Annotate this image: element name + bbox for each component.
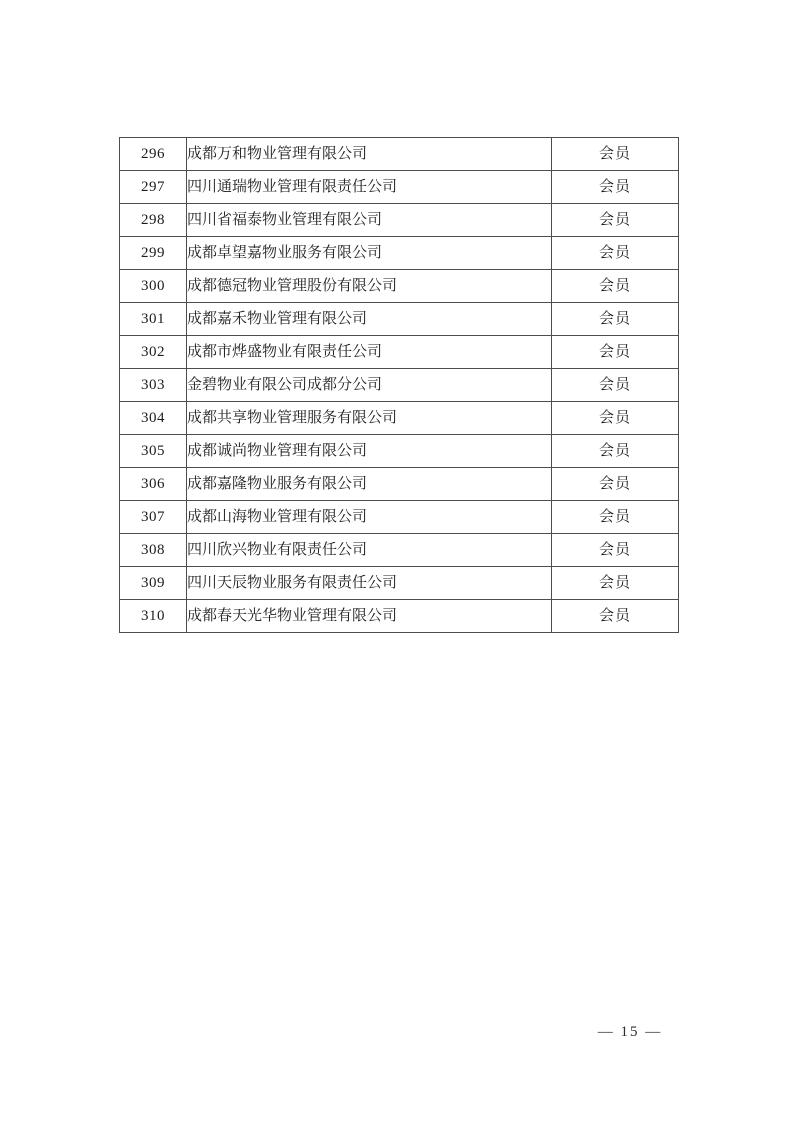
row-number-cell: 303 [120,369,187,402]
company-name-cell: 成都春天光华物业管理有限公司 [187,600,552,633]
company-name-cell: 成都市烨盛物业有限责任公司 [187,336,552,369]
company-name-cell: 成都山海物业管理有限公司 [187,501,552,534]
member-status-cell: 会员 [552,468,679,501]
member-status-cell: 会员 [552,270,679,303]
row-number-cell: 309 [120,567,187,600]
company-name-cell: 四川欣兴物业有限责任公司 [187,534,552,567]
member-status-cell: 会员 [552,501,679,534]
table-row [120,270,679,303]
company-name-cell: 成都诚尚物业管理有限公司 [187,435,552,468]
member-table-body [120,138,679,633]
member-status-cell: 会员 [552,600,679,633]
row-number-cell: 299 [120,237,187,270]
row-number-cell: 307 [120,501,187,534]
table-row [120,402,679,435]
member-status-cell: 会员 [552,237,679,270]
row-number-cell: 304 [120,402,187,435]
table-row [120,336,679,369]
member-status-cell: 会员 [552,534,679,567]
table-row [120,600,679,633]
row-number-cell: 296 [120,138,187,171]
row-number-cell: 300 [120,270,187,303]
company-name-cell: 成都嘉禾物业管理有限公司 [187,303,552,336]
row-number-cell: 306 [120,468,187,501]
member-status-cell: 会员 [552,138,679,171]
member-status-cell: 会员 [552,336,679,369]
member-status-cell: 会员 [552,369,679,402]
page-number: — 15 — [597,1024,663,1040]
company-name-cell: 成都德冠物业管理股份有限公司 [187,270,552,303]
table-row [120,435,679,468]
company-name-cell: 金碧物业有限公司成都分公司 [187,369,552,402]
table-row [120,171,679,204]
company-name-cell: 成都嘉隆物业服务有限公司 [187,468,552,501]
company-name-cell: 四川通瑞物业管理有限责任公司 [187,171,552,204]
company-name-cell: 四川省福泰物业管理有限公司 [187,204,552,237]
row-number-cell: 302 [120,336,187,369]
member-status-cell: 会员 [552,435,679,468]
row-number-cell: 308 [120,534,187,567]
table-row [120,534,679,567]
table-row [120,204,679,237]
member-list-table [119,137,679,633]
row-number-cell: 298 [120,204,187,237]
row-number-cell: 301 [120,303,187,336]
company-name-cell: 成都万和物业管理有限公司 [187,138,552,171]
member-status-cell: 会员 [552,303,679,336]
table-row [120,468,679,501]
row-number-cell: 310 [120,600,187,633]
table-row [120,369,679,402]
table-row [120,303,679,336]
member-status-cell: 会员 [552,204,679,237]
row-number-cell: 305 [120,435,187,468]
company-name-cell: 四川天辰物业服务有限责任公司 [187,567,552,600]
row-number-cell: 297 [120,171,187,204]
member-status-cell: 会员 [552,171,679,204]
company-name-cell: 成都卓望嘉物业服务有限公司 [187,237,552,270]
table-row [120,567,679,600]
table-row [120,501,679,534]
member-status-cell: 会员 [552,567,679,600]
company-name-cell: 成都共享物业管理服务有限公司 [187,402,552,435]
table-row [120,138,679,171]
member-status-cell: 会员 [552,402,679,435]
table-row [120,237,679,270]
